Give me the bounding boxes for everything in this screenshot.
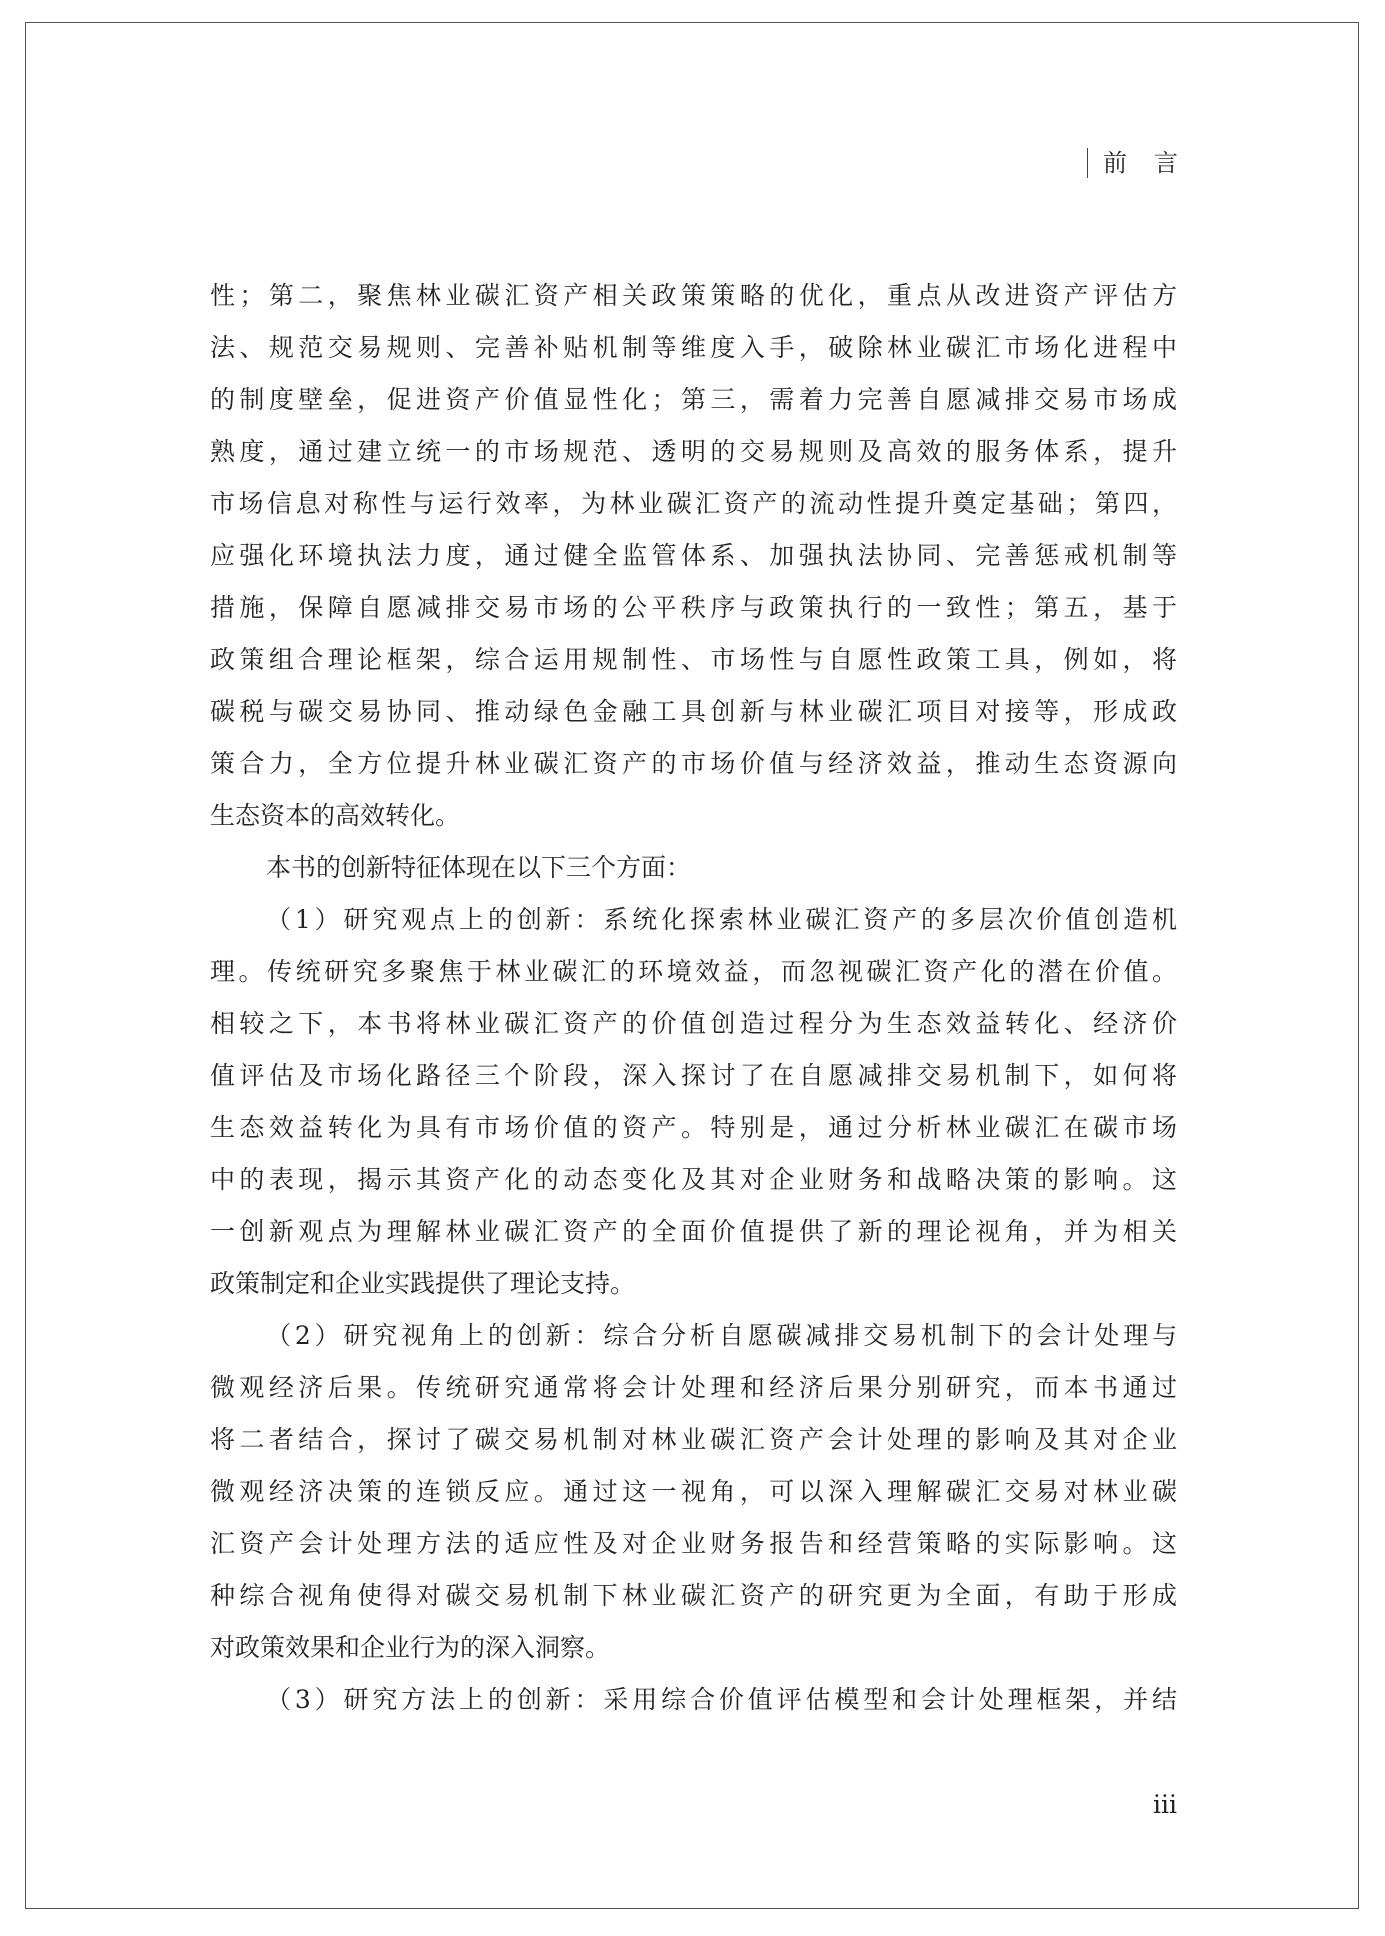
text-line: 碳税与碳交易协同、推动绿色金融工具创新与林业碳汇项目对接等，形成政 xyxy=(210,697,1177,726)
text-line: 微观经济后果。传统研究通常将会计处理和经济后果分别研究，而本书通过 xyxy=(210,1373,1177,1402)
text-line: （2）研究视角上的创新：综合分析自愿碳减排交易机制下的会计处理与 xyxy=(266,1321,1177,1350)
paragraph-innovation-1 xyxy=(210,894,1177,1310)
paragraph-innovation-3 xyxy=(210,1674,1177,1726)
paragraph-innovation-2 xyxy=(210,1310,1177,1674)
text-line: 值评估及市场化路径三个阶段，深入探讨了在自愿减排交易机制下，如何将 xyxy=(210,1061,1177,1090)
text-line: 市场信息对称性与运行效率，为林业碳汇资产的流动性提升奠定基础；第四， xyxy=(210,489,1177,518)
text-line: 理。传统研究多聚焦于林业碳汇的环境效益，而忽视碳汇资产化的潜在价值。 xyxy=(210,957,1177,986)
text-line: 种综合视角使得对碳交易机制下林业碳汇资产的研究更为全面，有助于形成 xyxy=(210,1581,1177,1610)
text-line: （1）研究观点上的创新：系统化探索林业碳汇资产的多层次价值创造机 xyxy=(266,905,1177,934)
running-head xyxy=(1087,148,1178,178)
page-number: iii xyxy=(1153,1790,1177,1819)
text-line: 相较之下，本书将林业碳汇资产的价值创造过程分为生态效益转化、经济价 xyxy=(210,1009,1177,1038)
text-line: 的制度壁垒，促进资产价值显性化；第三，需着力完善自愿减排交易市场成 xyxy=(210,385,1177,414)
text-line: 生态效益转化为具有市场价值的资产。特别是，通过分析林业碳汇在碳市场 xyxy=(210,1113,1177,1142)
paragraph-innovation-intro xyxy=(210,842,1177,894)
text-line: 应强化环境执法力度，通过健全监管体系、加强执法协同、完善惩戒机制等 xyxy=(210,541,1177,570)
text-line: 汇资产会计处理方法的适应性及对企业财务报告和经营策略的实际影响。这 xyxy=(210,1529,1177,1558)
text-line: 熟度，通过建立统一的市场规范、透明的交易规则及高效的服务体系，提升 xyxy=(210,437,1177,466)
text-line: 法、规范交易规则、完善补贴机制等维度入手，破除林业碳汇市场化进程中 xyxy=(210,333,1177,362)
running-head-title: 前 言 xyxy=(1103,149,1178,177)
text-line: 一创新观点为理解林业碳汇资产的全面价值提供了新的理论视角，并为相关 xyxy=(210,1217,1177,1246)
text-line: 政策组合理论框架，综合运用规制性、市场性与自愿性政策工具，例如，将 xyxy=(210,645,1177,674)
text-line: （3）研究方法上的创新：采用综合价值评估模型和会计处理框架，并结 xyxy=(266,1685,1177,1714)
text-line: 性；第二，聚焦林业碳汇资产相关政策策略的优化，重点从改进资产评估方 xyxy=(210,281,1177,310)
text-line: 中的表现，揭示其资产化的动态变化及其对企业财务和战略决策的影响。这 xyxy=(210,1165,1177,1194)
text-line: 政策制定和企业实践提供了理论支持。 xyxy=(210,1269,636,1298)
text-line: 对政策效果和企业行为的深入洞察。 xyxy=(210,1633,611,1662)
paragraph-policy-suggestions xyxy=(210,270,1177,842)
text-line: 将二者结合，探讨了碳交易机制对林业碳汇资产会计处理的影响及其对企业 xyxy=(210,1425,1177,1454)
text-line: 本书的创新特征体现在以下三个方面： xyxy=(266,853,692,882)
text-line: 措施，保障自愿减排交易市场的公平秩序与政策执行的一致性；第五，基于 xyxy=(210,593,1177,622)
text-body xyxy=(210,270,1177,1726)
text-line: 微观经济决策的连锁反应。通过这一视角，可以深入理解碳汇交易对林业碳 xyxy=(210,1477,1177,1506)
text-line: 生态资本的高效转化。 xyxy=(210,801,461,830)
text-line: 策合力，全方位提升林业碳汇资产的市场价值与经济效益，推动生态资源向 xyxy=(210,749,1177,778)
